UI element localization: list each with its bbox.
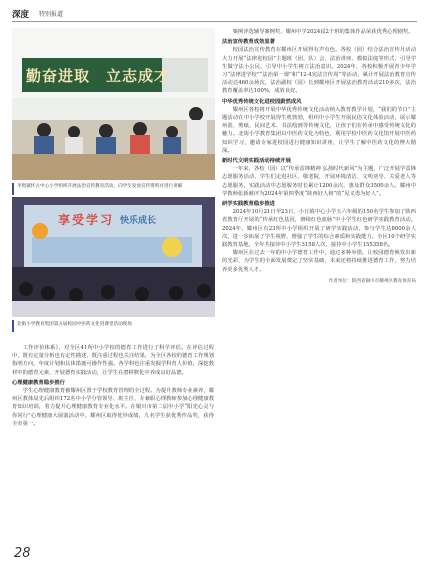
board-title: 享受学习 [58,213,115,227]
section-heading: 新时代文明实践活动持续开展 [222,158,291,165]
section-subtitle: 特别报道 [39,11,64,18]
body-paragraph: 耀州区各校将开展中华优秀传统文化活动纳入教育教学计划，“我们的节日”主题活动在中小学校开展得生机勃勃，组织中小学生开展民俗文化体验活动，展示耀州瓷、剪纸、民间艺术、书法绘画等传统文化，让孩子们在传承中感受传统文化的魅力。北街小学教育集团以中医药文化为特色，利用学校中医药文化馆开展中医药知识学习，邀请专家进校园进行健康知识讲座，让学生了解中医药文化的博大精深。 [222,106,416,154]
section-heading: 研学实践教育稳步推进 [222,201,275,208]
classroom-photo-image [12,28,215,180]
header-rule [12,21,417,22]
left-text-column [12,344,214,538]
caption-marker-2 [12,320,14,332]
banner-text-left: 勤奋进取 [26,67,91,85]
section-heading: 心理健康教育稳步推行 [12,379,65,386]
author-affiliation: 作者单位：陕西省铜川市耀州区教育体育局 [328,278,416,284]
photo-caption: 李集镇怀古中心小学组织开展法治宣传教育活动，向学生发放宣传资料并进行讲解 [17,184,183,189]
body-paragraph: 工作评价体系》，对全区41所中小学校的德育工作进行了科学评估。在评估过程中，既有定量分析也有定性描述，既注重过程也关注结果，为全区各校的德育工作规划指明方向，年度计划和具体措施可操作性强。各学科也注重发掘学科育人价值，深挖教材中的德育元素，开展德育实践活动，让学生在潜移默化中养成良好品德。 [12,345,214,376]
page-number: 28 [14,546,31,561]
body-paragraph: 案例评选辅导案例奖，耀州中学2024届2个班的集体作品荣获优秀心理剧奖。 [232,29,414,35]
body-paragraph: 一年来，各校（园）以“传承雷锋精神 弘扬时代新风”为主题，广泛开展学雷锋志愿服务活动，学生们走进社区、敬老院，开展环境清洁、文明劝导、关爱老人等志愿服务，实践活动中志愿服务时长累计1200余次，惠及群众3500余人。耀州中学教师张新被评为2024年第四季度“陕西好人榜”的“见义勇为好人”。 [222,166,416,197]
photo-caption-2: 北街小学教育集团第五届校园中医药文化进课堂活动现场 [17,322,132,327]
page-header [12,6,417,26]
body-paragraph: 学生心理健康教育被耀州区置于学校教育管理的全过程。为提升教师专业素养，耀州区教体局先后组织172名中小学分管领导、班主任、专兼职心理教师参加心理健康教育知识培训，着力提升心理健康教育专业化水平。在铜川市第二届中小学“阳光心灵与你同行”心理健康大展演活动中，耀州区取得优异成绩，九名学生获优秀作品奖，获得全市第一。 [12,388,214,427]
section-heading: 法治宣传教育成效显著 [222,39,275,46]
board-subtitle: 快乐成长 [120,216,157,226]
caption-marker [12,183,14,195]
body-paragraph: 耀州区在过去一年的中小学德育工作中，通过多种举措，让校园德育焕发出新的光彩，为学生的全面发展奠定了坚实基础，未来还将持续推进德育工作，努力培养更多优秀人才。 [222,250,416,273]
section-title: 深度 [12,10,30,20]
body-paragraph: 校园法治宣传教育在耀州区开展得有声有色。各校（园）结合法治宣传月活动大力开展“法律进校园”主题班（团、队）会、法治讲座、模拟法庭等形式，引导学生做守法小公民，引导中小学生树立法治意识。2024年，各校积极开展青少年学习“法律进学校”“法治第一课”和“12·4宪法宣传周”等活动，累计开展法治教育宣传活动达460余场次，法治副校（园）长到耀州区开展法治教育活动210多次，法治教育覆盖率达100%，成效良好。 [222,47,416,95]
right-text-column [222,28,416,538]
stage-photo [12,197,215,317]
body-paragraph: 2024年10月21日至23日，小丘镇中心小学五六年级的150名学生参加了陕西省教育厅开展的“传承红色基因，赓续红色血脉”中小学生红色研学实践教育活动。2024年，耀州区有23所中小学组织开展了研学实践活动，参与学生达8000余人次，进一步拓展了学生视野，增强了学生的综合素质和实践能力。全区10个研学实践教育基地，全年共接待中小学生3158人次，接待中小学生155358名。 [222,209,416,249]
banner-text-right: 立志成才 [106,67,171,85]
classroom-photo [12,28,215,180]
section-heading: 中华优秀传统文化进校园蔚然成风 [222,98,302,105]
